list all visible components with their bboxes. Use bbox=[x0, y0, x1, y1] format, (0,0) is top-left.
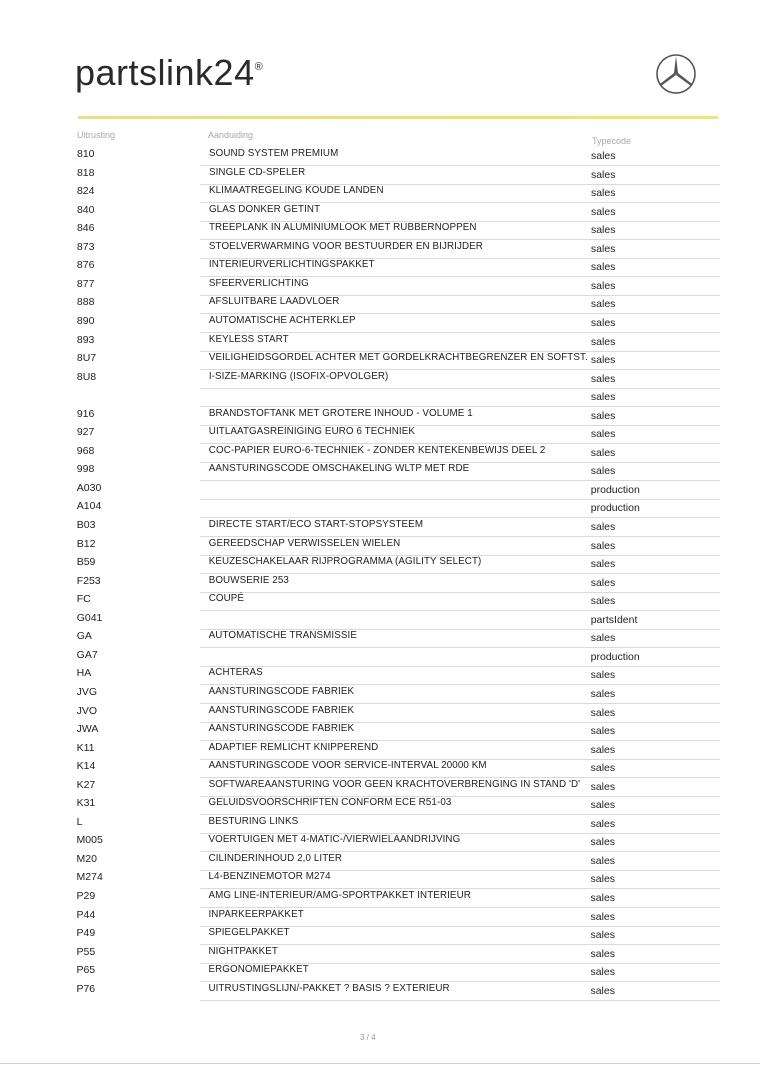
equipment-code: 810 bbox=[77, 148, 95, 160]
equipment-code: JVG bbox=[76, 685, 98, 698]
type-code: sales bbox=[590, 743, 616, 756]
equipment-designation: AFSLUITBARE LAADVLOER bbox=[208, 296, 340, 308]
table-row bbox=[70, 556, 720, 574]
page-number: 3 / 4 bbox=[360, 1033, 376, 1042]
equipment-designation: UITLAATGASREINIGING EURO 6 TECHNIEK bbox=[208, 426, 415, 438]
equipment-designation: AANSTURINGSCODE FABRIEK bbox=[208, 685, 355, 697]
type-code: production bbox=[590, 502, 640, 515]
type-code: sales bbox=[590, 947, 615, 960]
type-code: sales bbox=[590, 984, 615, 997]
equipment-code: A104 bbox=[76, 500, 102, 513]
type-code: sales bbox=[590, 558, 616, 571]
type-code: sales bbox=[590, 242, 616, 255]
equipment-designation: SOUND SYSTEM PREMIUM bbox=[209, 148, 339, 159]
table-row bbox=[70, 909, 720, 927]
type-code: production bbox=[590, 650, 640, 663]
equipment-code: P65 bbox=[76, 964, 96, 977]
equipment-code: JWA bbox=[76, 723, 99, 736]
equipment-designation: UITRUSTINGSLIJN/-PAKKET ? BASIS ? EXTERIEUR bbox=[208, 982, 450, 994]
equipment-code: L bbox=[76, 815, 83, 828]
equipment-designation: GEREEDSCHAP VERWISSELEN WIELEN bbox=[208, 537, 401, 549]
type-code: sales bbox=[590, 428, 616, 441]
type-code: sales bbox=[590, 391, 616, 404]
table-row bbox=[70, 389, 720, 407]
equipment-designation: VEILIGHEIDSGORDEL ACHTER MET GORDELKRACHTBEGRENZER EN SOFTST. bbox=[208, 352, 588, 364]
table-row bbox=[70, 723, 720, 741]
table-row bbox=[70, 667, 720, 685]
equipment-code: G041 bbox=[76, 611, 103, 624]
equipment-designation: SINGLE CD-SPELER bbox=[208, 166, 306, 178]
equipment-code: B59 bbox=[76, 556, 96, 569]
table-row bbox=[70, 185, 720, 203]
equipment-designation: INTERIEURVERLICHTINGSPAKKET bbox=[208, 259, 375, 271]
table-row bbox=[70, 148, 720, 166]
equipment-designation: GELUIDSVOORSCHRIFTEN CONFORM ECE R51-03 bbox=[208, 797, 452, 809]
equipment-code: 876 bbox=[76, 259, 95, 272]
equipment-code: GA7 bbox=[76, 648, 98, 661]
type-code: sales bbox=[590, 279, 616, 292]
equipment-code: 888 bbox=[76, 296, 95, 309]
table-row bbox=[70, 482, 720, 500]
equipment-code: M005 bbox=[76, 834, 103, 847]
type-code: sales bbox=[590, 205, 616, 218]
table-row bbox=[70, 612, 720, 630]
equipment-code: P55 bbox=[76, 945, 96, 958]
table-row bbox=[70, 630, 720, 648]
type-code: sales bbox=[590, 817, 616, 830]
equipment-code: 968 bbox=[76, 444, 95, 457]
column-header-typecode: Typecode bbox=[592, 136, 632, 146]
table-row bbox=[70, 315, 720, 333]
type-code: sales bbox=[590, 929, 616, 942]
type-code: sales bbox=[590, 725, 616, 738]
equipment-code: M20 bbox=[76, 852, 97, 865]
equipment-designation: AANSTURINGSCODE FABRIEK bbox=[208, 723, 355, 735]
table-row bbox=[70, 853, 720, 871]
type-code: sales bbox=[590, 187, 616, 200]
equipment-designation: ADAPTIEF REMLICHT KNIPPEREND bbox=[208, 741, 379, 753]
equipment-designation: SPIEGELPAKKET bbox=[208, 927, 290, 939]
equipment-code: K14 bbox=[76, 760, 96, 773]
column-header-equipment: Uitrusting bbox=[77, 130, 116, 140]
table-row bbox=[70, 816, 720, 834]
table-row bbox=[70, 500, 720, 518]
equipment-code: P49 bbox=[76, 927, 96, 940]
table-row bbox=[70, 964, 720, 982]
equipment-designation: BESTURING LINKS bbox=[208, 815, 299, 827]
equipment-code: P44 bbox=[76, 908, 96, 921]
type-code: sales bbox=[590, 873, 616, 886]
table-row bbox=[70, 352, 720, 370]
type-code: sales bbox=[590, 465, 616, 478]
table-row bbox=[70, 705, 720, 723]
table-row bbox=[70, 334, 720, 352]
equipment-code: 893 bbox=[76, 333, 95, 346]
type-code: sales bbox=[590, 892, 616, 904]
equipment-designation: ERGONOMIEPAKKET bbox=[208, 964, 309, 976]
logo-text: partslink24 bbox=[75, 52, 255, 93]
equipment-code: F253 bbox=[76, 574, 101, 587]
equipment-code: 873 bbox=[76, 240, 95, 253]
equipment-code: 840 bbox=[76, 203, 95, 216]
type-code: sales bbox=[590, 669, 616, 682]
equipment-code: M274 bbox=[76, 871, 103, 884]
equipment-designation: KLIMAATREGELING KOUDE LANDEN bbox=[208, 185, 384, 197]
table-row bbox=[70, 445, 720, 463]
type-code: sales bbox=[590, 836, 616, 849]
equipment-designation: L4-BENZINEMOTOR M274 bbox=[208, 871, 331, 883]
page-header bbox=[0, 0, 760, 125]
table-row bbox=[70, 519, 720, 537]
column-header-designation: Aanduiding bbox=[208, 130, 254, 140]
equipment-designation: KEYLESS START bbox=[208, 333, 289, 345]
type-code: sales bbox=[590, 632, 616, 645]
table-row bbox=[70, 983, 720, 1001]
table-row bbox=[70, 742, 720, 760]
type-code: sales bbox=[590, 261, 616, 274]
table-row bbox=[70, 408, 720, 426]
equipment-designation: TREEPLANK IN ALUMINIUMLOOK MET RUBBERNOPPEN bbox=[208, 222, 477, 234]
table-row bbox=[70, 259, 720, 277]
table-row bbox=[70, 834, 720, 852]
equipment-designation: AANSTURINGSCODE FABRIEK bbox=[208, 704, 355, 716]
equipment-designation: COUPÉ bbox=[208, 593, 245, 605]
equipment-designation: AMG LINE-INTERIEUR/AMG-SPORTPAKKET INTERIEUR bbox=[208, 890, 471, 901]
equipment-code: A030 bbox=[76, 481, 102, 494]
header-divider bbox=[78, 116, 718, 119]
table-row bbox=[70, 575, 720, 593]
table-row bbox=[70, 371, 720, 389]
equipment-code: 818 bbox=[76, 166, 95, 179]
type-code: sales bbox=[590, 910, 616, 923]
table-row bbox=[70, 649, 720, 667]
equipment-code: GA bbox=[76, 630, 92, 643]
type-code: sales bbox=[590, 372, 616, 385]
table-row bbox=[70, 760, 720, 778]
equipment-designation: NIGHTPAKKET bbox=[208, 945, 278, 957]
equipment-code: FC bbox=[76, 593, 91, 606]
equipment-designation: I-SIZE-MARKING (ISOFIX-OPVOLGER) bbox=[208, 370, 389, 382]
equipment-code: 927 bbox=[76, 426, 95, 439]
type-code: partsIdent bbox=[590, 613, 638, 626]
type-code: sales bbox=[590, 706, 616, 719]
mercedes-star-icon bbox=[654, 52, 698, 96]
type-code: sales bbox=[590, 521, 616, 533]
type-code: sales bbox=[590, 966, 615, 979]
equipment-designation: AANSTURINGSCODE OMSCHAKELING WLTP MET RDE bbox=[208, 463, 470, 475]
equipment-code: K11 bbox=[76, 741, 95, 754]
table-row bbox=[70, 686, 720, 704]
equipment-designation: AANSTURINGSCODE VOOR SERVICE-INTERVAL 20000 KM bbox=[208, 760, 487, 772]
equipment-code: 998 bbox=[76, 463, 95, 476]
equipment-designation: DIRECTE START/ECO START-STOPSYSTEEM bbox=[208, 519, 424, 530]
table-row bbox=[70, 278, 720, 296]
equipment-designation: AUTOMATISCHE ACHTERKLEP bbox=[208, 314, 356, 326]
equipment-code: 877 bbox=[76, 277, 95, 290]
registered-mark: ® bbox=[254, 61, 264, 73]
type-code: sales bbox=[590, 446, 616, 459]
type-code: sales bbox=[590, 298, 616, 311]
table-row bbox=[70, 204, 720, 222]
table-row bbox=[70, 241, 720, 259]
equipment-code: K31 bbox=[76, 797, 96, 810]
equipment-code: K27 bbox=[76, 778, 96, 791]
table-row bbox=[70, 463, 720, 481]
equipment-code: 824 bbox=[76, 185, 95, 198]
table-row bbox=[70, 927, 720, 945]
equipment-designation: SFEERVERLICHTING bbox=[208, 277, 309, 289]
footer-divider bbox=[0, 1063, 760, 1064]
row-divider bbox=[200, 1000, 720, 1001]
table-row bbox=[70, 890, 720, 908]
type-code: sales bbox=[590, 799, 616, 812]
equipment-code: B12 bbox=[76, 537, 96, 550]
equipment-designation: CILINDERINHOUD 2,0 LITER bbox=[208, 852, 343, 864]
equipment-designation: COC-PAPIER EURO-6-TECHNIEK - ZONDER KENTEKENBEWIJS DEEL 2 bbox=[208, 444, 546, 456]
equipment-code: 846 bbox=[76, 222, 95, 235]
equipment-code: B03 bbox=[76, 519, 96, 531]
equipment-designation: KEUZESCHAKELAAR RIJPROGRAMMA (AGILITY SELECT) bbox=[208, 556, 482, 568]
equipment-designation: INPARKEERPAKKET bbox=[208, 908, 304, 920]
type-code: sales bbox=[591, 150, 616, 162]
equipment-designation: GLAS DONKER GETINT bbox=[208, 203, 321, 215]
type-code: sales bbox=[590, 168, 616, 181]
type-code: sales bbox=[590, 539, 616, 552]
table-row bbox=[70, 167, 720, 185]
type-code: sales bbox=[590, 762, 616, 775]
partslink24-logo bbox=[75, 52, 263, 94]
type-code: sales bbox=[590, 687, 616, 700]
table-row bbox=[70, 222, 720, 240]
equipment-code: 8U8 bbox=[76, 370, 97, 383]
table-row bbox=[70, 946, 720, 964]
table-row bbox=[70, 779, 720, 797]
equipment-designation: BRANDSTOFTANK MET GROTERE INHOUD - VOLUME 1 bbox=[208, 407, 473, 419]
equipment-designation: SOFTWAREAANSTURING VOOR GEEN KRACHTOVERBRENGING IN STAND 'D' bbox=[208, 778, 581, 790]
equipment-designation: ACHTERAS bbox=[208, 667, 263, 679]
type-code: sales bbox=[590, 409, 616, 422]
table-row bbox=[70, 593, 720, 611]
table-row bbox=[70, 296, 720, 314]
type-code: sales bbox=[590, 224, 616, 237]
type-code: sales bbox=[590, 354, 616, 367]
table-row bbox=[70, 426, 720, 444]
equipment-code: P76 bbox=[76, 982, 96, 995]
type-code: sales bbox=[590, 335, 616, 348]
equipment-code: 890 bbox=[76, 314, 95, 327]
equipment-designation: STOELVERWARMING VOOR BESTUURDER EN BIJRIJDER bbox=[208, 240, 483, 252]
equipment-code: P29 bbox=[76, 890, 96, 902]
type-code: sales bbox=[590, 854, 616, 867]
equipment-designation: AUTOMATISCHE TRANSMISSIE bbox=[208, 630, 357, 642]
type-code: sales bbox=[590, 576, 616, 589]
equipment-designation: BOUWSERIE 253 bbox=[208, 574, 289, 586]
table-row bbox=[70, 797, 720, 815]
equipment-code: JVO bbox=[76, 704, 98, 717]
type-code: sales bbox=[590, 595, 616, 608]
table-row bbox=[70, 871, 720, 889]
type-code: production bbox=[590, 483, 640, 496]
equipment-code: 916 bbox=[76, 407, 95, 420]
equipment-code: 8U7 bbox=[76, 352, 97, 365]
equipment-designation: VOERTUIGEN MET 4-MATIC-/VIERWIELAANDRIJVING bbox=[208, 834, 461, 846]
equipment-code: HA bbox=[76, 667, 92, 680]
type-code: sales bbox=[590, 316, 616, 329]
table-row bbox=[70, 538, 720, 556]
type-code: sales bbox=[590, 780, 616, 793]
